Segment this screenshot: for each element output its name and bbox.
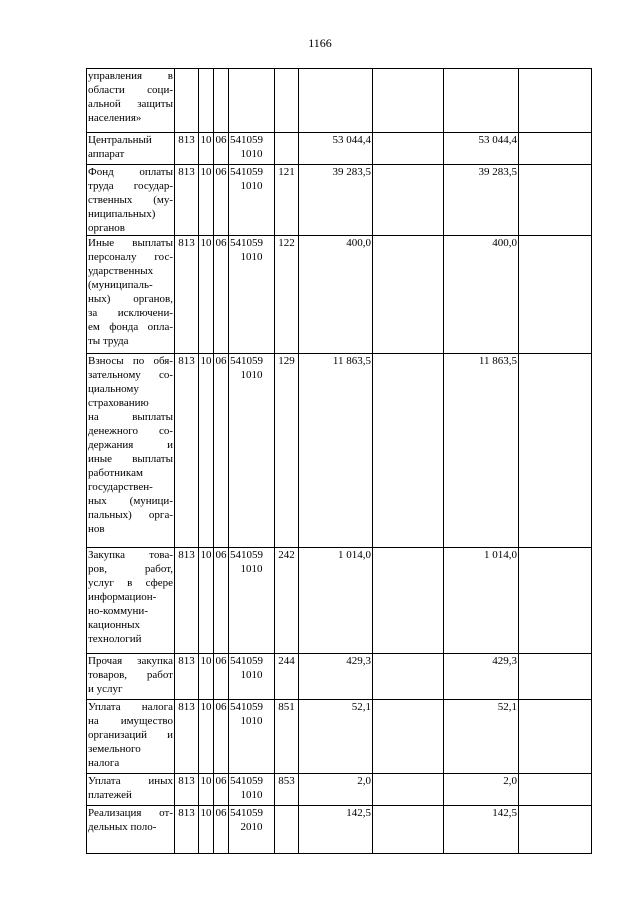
subsection-code-cell: 06 (214, 133, 229, 165)
row-name-line: ты труда (88, 335, 129, 347)
expense-type-cell: 121 (275, 165, 299, 236)
target-article-part: 541059 (230, 237, 263, 249)
budget-table-body (87, 69, 592, 854)
row-name-line: Уплата налога (88, 701, 173, 713)
row-name-line: альной защиты (88, 98, 173, 110)
row-name-cell (87, 133, 175, 165)
empty-cell (373, 654, 444, 700)
row-name-cell (87, 354, 175, 548)
target-article-part: 541059 (230, 775, 263, 787)
expense-type-cell (275, 133, 299, 165)
section-code-cell: 10 (199, 236, 214, 354)
target-article-part: 1010 (240, 789, 263, 801)
section-code-cell (199, 69, 214, 133)
target-article-part: 1010 (240, 563, 263, 575)
target-article-part: 541059 (230, 134, 263, 146)
expense-type-cell: 242 (275, 548, 299, 654)
subsection-code-cell: 06 (214, 806, 229, 854)
target-article-part: 1010 (240, 180, 263, 192)
ministry-code-cell: 813 (175, 548, 199, 654)
row-name-line: держания и (88, 439, 173, 451)
target-article-cell (229, 236, 275, 354)
empty-cell (373, 354, 444, 548)
expense-type-cell (275, 69, 299, 133)
row-name-line: циальному (88, 383, 139, 395)
ministry-code-cell: 813 (175, 354, 199, 548)
row-name-line: Взносы по обя- (88, 355, 173, 367)
table-row (87, 654, 592, 700)
target-article-cell (229, 654, 275, 700)
table-row (87, 700, 592, 774)
row-name-line: на выплаты (88, 411, 173, 423)
row-name-line: платежей (88, 789, 132, 801)
table-row (87, 806, 592, 854)
row-name-line: аппарат (88, 148, 125, 160)
row-name-line: ударственных (88, 265, 154, 277)
row-name-cell (87, 774, 175, 806)
expense-type-cell: 244 (275, 654, 299, 700)
empty-cell (519, 69, 592, 133)
subsection-code-cell: 06 (214, 165, 229, 236)
expense-type-cell: 853 (275, 774, 299, 806)
row-name-line: ниципальных) (88, 208, 156, 220)
empty-cell (519, 133, 592, 165)
amount-cell: 142,5 (299, 806, 373, 854)
row-name-cell (87, 654, 175, 700)
ministry-code-cell: 813 (175, 700, 199, 774)
row-name-line: страхованию (88, 397, 149, 409)
section-code-cell: 10 (199, 548, 214, 654)
row-name-line: нов (88, 523, 105, 535)
subsection-code-cell: 06 (214, 654, 229, 700)
amount-cell: 11 863,5 (299, 354, 373, 548)
row-name-line: ем фонда опла- (88, 321, 173, 333)
row-name-line: работникам (88, 467, 143, 479)
target-article-part: 1010 (240, 148, 263, 160)
ministry-code-cell: 813 (175, 133, 199, 165)
row-name-line: органов (88, 222, 125, 234)
empty-cell (519, 236, 592, 354)
row-name-line: государствен- (88, 481, 153, 493)
row-name-line: иные выплаты (88, 453, 173, 465)
row-name-line: Закупка това- (88, 549, 173, 561)
target-article-cell (229, 69, 275, 133)
empty-cell (373, 548, 444, 654)
amount-cell (299, 69, 373, 133)
row-name-line: зательному со- (88, 369, 173, 381)
amount-total-cell: 53 044,4 (444, 133, 519, 165)
row-name-line: области соци- (88, 84, 173, 96)
row-name-cell (87, 69, 175, 133)
row-name-line: населения» (88, 112, 142, 124)
empty-cell (519, 654, 592, 700)
section-code-cell: 10 (199, 354, 214, 548)
table-row (87, 165, 592, 236)
amount-total-cell: 142,5 (444, 806, 519, 854)
amount-total-cell (444, 69, 519, 133)
subsection-code-cell: 06 (214, 354, 229, 548)
expense-type-cell: 122 (275, 236, 299, 354)
section-code-cell: 10 (199, 700, 214, 774)
subsection-code-cell: 06 (214, 774, 229, 806)
empty-cell (373, 806, 444, 854)
row-name-line: Фонд оплаты (88, 166, 173, 178)
empty-cell (519, 354, 592, 548)
amount-cell: 1 014,0 (299, 548, 373, 654)
table-row (87, 354, 592, 548)
row-name-line: Реализация от- (88, 807, 173, 819)
row-name-line: Уплата иных (88, 775, 173, 787)
row-name-line: за исключени- (88, 307, 173, 319)
row-name-line: Центральный (88, 134, 152, 146)
row-name-line: информацион- (88, 591, 157, 603)
row-name-line: Иные выплаты (88, 237, 173, 249)
section-code-cell: 10 (199, 165, 214, 236)
ministry-code-cell: 813 (175, 774, 199, 806)
row-name-line: персоналу гос- (88, 251, 173, 263)
empty-cell (373, 165, 444, 236)
target-article-cell (229, 165, 275, 236)
budget-table (86, 68, 592, 854)
empty-cell (519, 806, 592, 854)
row-name-line: услуг в сфере (88, 577, 173, 589)
row-name-line: ственных (му- (88, 194, 173, 206)
row-name-line: ных) органов, (88, 293, 173, 305)
empty-cell (373, 133, 444, 165)
expense-type-cell: 129 (275, 354, 299, 548)
ministry-code-cell: 813 (175, 165, 199, 236)
amount-cell: 39 283,5 (299, 165, 373, 236)
amount-cell: 53 044,4 (299, 133, 373, 165)
target-article-part: 541059 (230, 701, 263, 713)
row-name-line: товаров, работ (88, 669, 173, 681)
row-name-line: технологий (88, 633, 142, 645)
target-article-part: 1010 (240, 251, 263, 263)
empty-cell (519, 165, 592, 236)
section-code-cell: 10 (199, 133, 214, 165)
section-code-cell: 10 (199, 654, 214, 700)
table-row (87, 236, 592, 354)
row-name-line: но-коммуни- (88, 605, 148, 617)
amount-total-cell: 39 283,5 (444, 165, 519, 236)
table-row (87, 133, 592, 165)
empty-cell (373, 69, 444, 133)
target-article-part: 2010 (240, 821, 263, 833)
target-article-cell (229, 806, 275, 854)
amount-total-cell: 52,1 (444, 700, 519, 774)
page-number: 1166 (308, 36, 332, 50)
amount-cell: 429,3 (299, 654, 373, 700)
subsection-code-cell: 06 (214, 236, 229, 354)
ministry-code-cell: 813 (175, 236, 199, 354)
row-name-line: труда государ- (88, 180, 173, 192)
amount-total-cell: 429,3 (444, 654, 519, 700)
row-name-line: ров, работ, (88, 563, 173, 575)
row-name-line: дельных поло- (88, 821, 157, 833)
empty-cell (519, 700, 592, 774)
target-article-part: 541059 (230, 166, 263, 178)
row-name-line: ных (муници- (88, 495, 173, 507)
row-name-line: денежного со- (88, 425, 173, 437)
target-article-cell (229, 354, 275, 548)
subsection-code-cell: 06 (214, 548, 229, 654)
ministry-code-cell: 813 (175, 654, 199, 700)
target-article-cell (229, 133, 275, 165)
table-row (87, 548, 592, 654)
subsection-code-cell: 06 (214, 700, 229, 774)
empty-cell (373, 236, 444, 354)
row-name-line: управления в (88, 70, 173, 82)
amount-total-cell: 400,0 (444, 236, 519, 354)
target-article-part: 541059 (230, 355, 263, 367)
empty-cell (373, 774, 444, 806)
row-name-line: (муниципаль- (88, 279, 153, 291)
section-code-cell: 10 (199, 774, 214, 806)
empty-cell (519, 774, 592, 806)
ministry-code-cell (175, 69, 199, 133)
row-name-line: земельного (88, 743, 141, 755)
row-name-line: пальных) орга- (88, 509, 173, 521)
target-article-cell (229, 774, 275, 806)
target-article-cell (229, 700, 275, 774)
row-name-line: и услуг (88, 683, 123, 695)
row-name-cell (87, 806, 175, 854)
expense-type-cell: 851 (275, 700, 299, 774)
amount-total-cell: 1 014,0 (444, 548, 519, 654)
amount-total-cell: 2,0 (444, 774, 519, 806)
row-name-line: на имущество (88, 715, 173, 727)
amount-cell: 52,1 (299, 700, 373, 774)
target-article-part: 541059 (230, 655, 263, 667)
target-article-part: 541059 (230, 807, 263, 819)
row-name-cell (87, 548, 175, 654)
target-article-part: 1010 (240, 669, 263, 681)
subsection-code-cell (214, 69, 229, 133)
row-name-line: налога (88, 757, 120, 769)
row-name-cell (87, 236, 175, 354)
row-name-cell (87, 165, 175, 236)
table-row (87, 774, 592, 806)
row-name-line: организаций и (88, 729, 173, 741)
amount-cell: 2,0 (299, 774, 373, 806)
expense-type-cell (275, 806, 299, 854)
row-name-line: Прочая закупка (88, 655, 173, 667)
target-article-part: 1010 (240, 715, 263, 727)
empty-cell (373, 700, 444, 774)
empty-cell (519, 548, 592, 654)
ministry-code-cell: 813 (175, 806, 199, 854)
target-article-part: 1010 (240, 369, 263, 381)
row-name-cell (87, 700, 175, 774)
table-row (87, 69, 592, 133)
amount-total-cell: 11 863,5 (444, 354, 519, 548)
amount-cell: 400,0 (299, 236, 373, 354)
target-article-cell (229, 548, 275, 654)
target-article-part: 541059 (230, 549, 263, 561)
row-name-line: кационных (88, 619, 140, 631)
section-code-cell: 10 (199, 806, 214, 854)
